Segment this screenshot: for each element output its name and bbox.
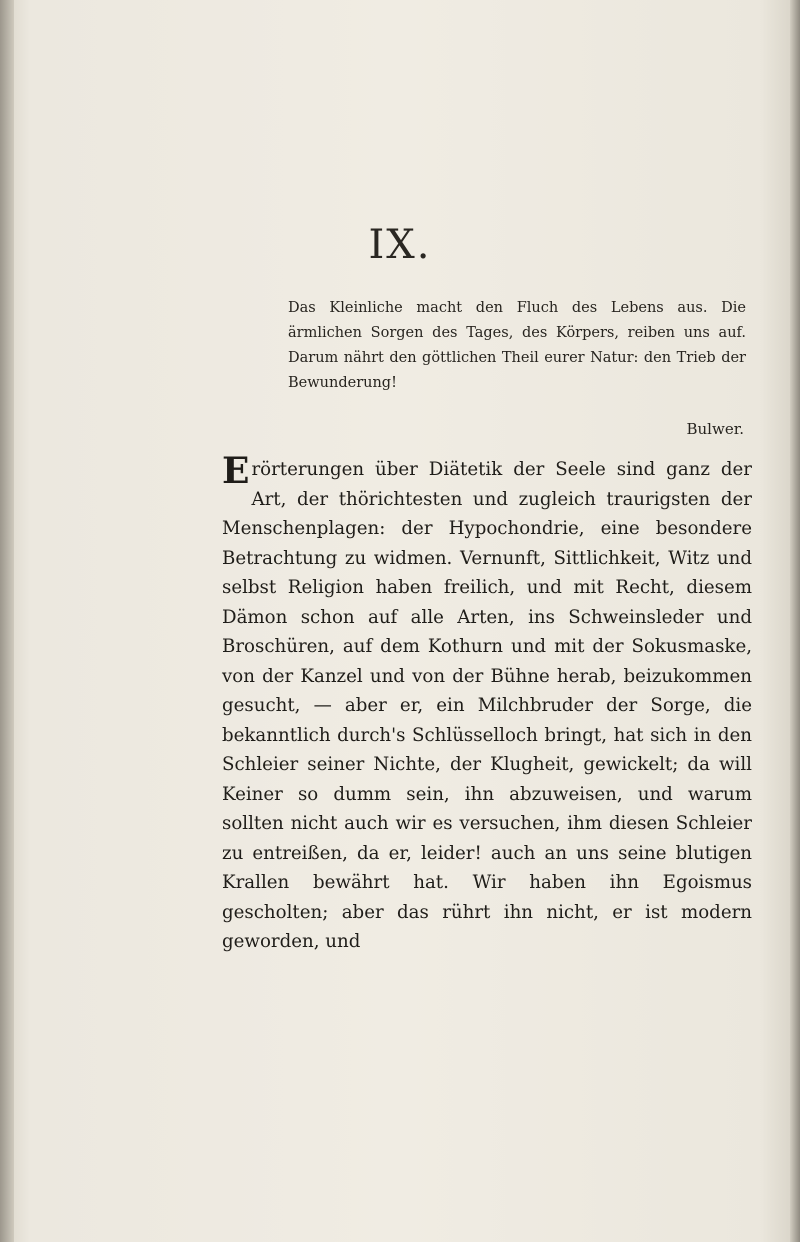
chapter-number: IX. [368,222,432,268]
page-binding-edge [0,0,14,1242]
drop-cap: E [222,450,250,492]
paragraph-text: rörterungen über Diätetik der Seele sind ganz der Art, der thörichtesten und zugleich traurigsten der Menschenplagen: der Hypochondrie, eine besondere Betrachtung zu widmen. Vernunft, Sittlichkeit, Witz und selbst Religion haben freilich, und mit Recht, diesem Dämon schon auf alle Arten, ins Schweinsleder und Broschüren, auf dem Kothurn und mit der Sokusmaske, von der Kanzel und von der Bühne herab, beizukommen gesucht, — aber er, ein Milchbruder der Sorge, die bekanntlich durch's Schlüsselloch bringt, hat sich in den Schleier seiner Nichte, der Klugheit, gewickelt; da will Keiner so dumm sein, ihn abzuweisen, und warum sollten nicht auch wir es versuchen, ihm diesen Schleier zu entreißen, da er, leider! auch an uns seine blutigen Krallen bewährt hat. Wir haben ihn Egoismus gescholten; aber das rührt ihn nicht, er ist modern geworden, und [222,459,752,952]
page-outer-edge [790,0,800,1242]
epigraph: Das Kleinliche macht den Fluch des Lebens aus. Die ärmlichen Sorgen des Tages, des Körpers, reiben uns auf. Darum nährt den göttlichen Theil eurer Natur: den Trieb der Bewunderung! [288,300,746,391]
epigraph-author: Bulwer. [686,420,744,438]
body-paragraph [222,450,752,957]
